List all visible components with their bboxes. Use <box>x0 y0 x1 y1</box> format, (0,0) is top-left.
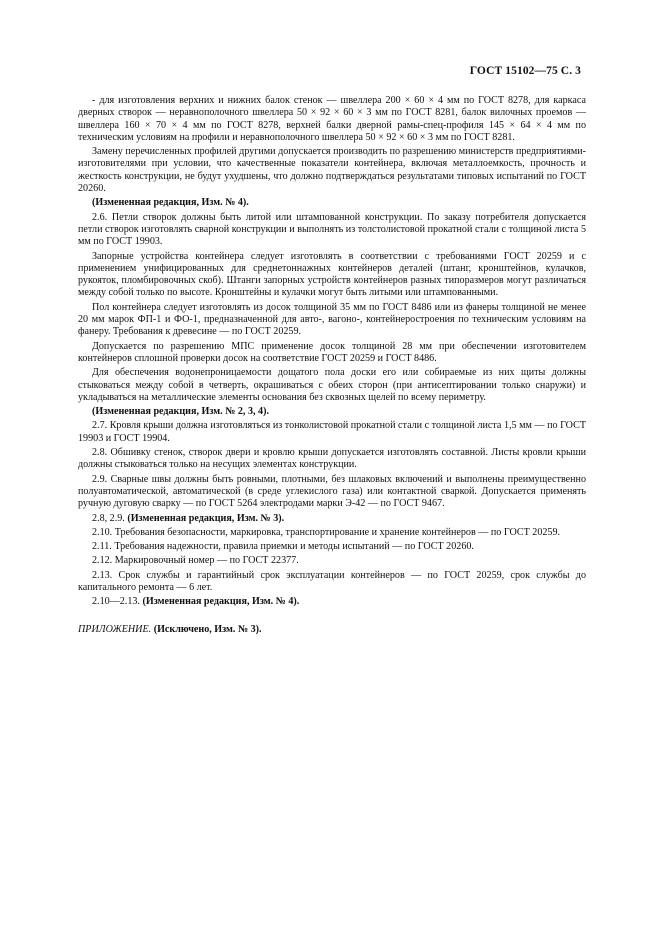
paragraph-2-6: 2.6. Петли створок должны быть литой или штампованной конструкции. По заказу потребителя допускается петли створок изготовлять сварной конструкции и выполнять из толстолистовой прокатной стали с толщиной листа 5 мм по ГОСТ 19903. <box>78 211 586 248</box>
paragraph-2-11: 2.11. Требования надежности, правила приемки и методы испытаний — по ГОСТ 20260. <box>92 541 474 553</box>
paragraph-2-10: 2.10. Требования безопасности, маркировка, транспортирование и хранение контейнеров — по ГОСТ 20259. <box>92 526 561 538</box>
paragraph-floor: Пол контейнера следует изготовлять из досок толщиной 35 мм по ГОСТ 8486 или из фанеры толщиной не менее 20 мм марок ФП-1 и ФО-1, предназначенной для авто-, вагоно-, контейнеростроения по техническим условиям на фанеру. Требования к древесине — по ГОСТ 20259. <box>78 301 586 338</box>
amendment-text: (Измененная редакция, Изм. № 3). <box>127 512 285 524</box>
amendment-clauses: 2.10—2.13. <box>92 596 140 608</box>
amendment-text: (Измененная редакция, Изм. № 4). <box>142 596 300 608</box>
paragraph-waterproofing: Для обеспечения водонепроницаемости дощатого пола доски его или собираемые из них щиты должны стыковаться между собой в четверть, окрашиваться с обеих сторон (при антисептировании только снаружи) и укладываться на металлические элементы основания без сквозных щелей по всему периметру. <box>78 367 586 403</box>
amendment-note: (Измененная редакция, Изм. № 4). <box>92 197 249 209</box>
paragraph-2-7: 2.7. Кровля крыши должна изготовляться из тонколистовой прокатной стали с толщиной листа 1,5 мм — по ГОСТ 19903 и ГОСТ 19904. <box>78 420 586 444</box>
document-body <box>78 95 586 638</box>
paragraph-profiles: - для изготовления верхних и нижних балок стенок — швеллера 200 × 60 × 4 мм по ГОСТ 8278, для каркаса дверных створок — неравнополочного швеллера 50 × 92 × 60 × 3 мм по ГОСТ 8281, балок вилочных проемов — швеллера 160 × 70 × 4 мм по ГОСТ 8278, верхней балки дверной рамы-спец-профиля 145 × 64 × 4 мм по техническим условиям на профили и неравнополочного швеллера 50 × 92 × 60 × 3 мм по ГОСТ 8281. <box>78 95 586 143</box>
paragraph-2-12: 2.12. Маркировочный номер — по ГОСТ 22377. <box>92 555 299 567</box>
amendment-clauses: 2.8, 2.9. <box>92 512 125 524</box>
paragraph-profile-replacement: Замену перечисленных профилей другими допускается производить по разрешению министерств предприятиями-изготовителями при условии, что качественные показатели контейнера, включая металлоемкость, прочность и жесткость конструкции, не будут ухудшены, что должно подтверждаться результатами типовых испытаний по ГОСТ 20260. <box>78 146 586 195</box>
paragraph-locking-devices: Запорные устройства контейнера следует изготовлять в соответствии с требованиями ГОСТ 20259 и с применением унифицированных для среднетоннажных контейнеров деталей (штанг, кронштейнов, кулачков, рукояток, пломбировочных скоб). Штанги запорных устройств контейнеров разных типоразмеров могут различаться между собой только по высоте. Кронштейны и кулачки могут быть литыми или штампованными. <box>78 250 586 299</box>
appendix-status: (Исключено, Изм. № 3). <box>153 623 262 635</box>
amendment-note: (Измененная редакция, Изм. № 2, 3, 4). <box>92 406 269 418</box>
appendix-title: ПРИЛОЖЕНИЕ. <box>78 623 152 635</box>
paragraph-2-9: 2.9. Сварные швы должны быть ровными, плотными, без шлаковых включений и выполнены преимущественно полуавтоматической, автоматической (в среде углекислого газа) или контактной сваркой. Допускается применять ручную дуговую сварку — по ГОСТ 5264 электродами марки Э-42 — по ГОСТ 9467. <box>78 473 586 510</box>
page-header: ГОСТ 15102—75 С. 3 <box>469 65 581 77</box>
paragraph-2-8: 2.8. Обшивку стенок, створок двери и кровлю крыши допускается изготовлять составной. Листы кровли крыши должны стыковаться только на несущих элементах конструкции. <box>78 447 586 471</box>
paragraph-boards-28mm: Допускается по разрешению МПС применение досок толщиной 28 мм при обеспечении изготовителем контейнеров сплошной проверки досок на соответствие ГОСТ 20259 и ГОСТ 8486. <box>78 340 586 364</box>
paragraph-2-13: 2.13. Срок службы и гарантийный срок эксплуатации контейнеров — по ГОСТ 20259, срок службы до капитального ремонта — 6 лет. <box>78 569 586 593</box>
amendment-note <box>78 513 586 525</box>
amendment-note <box>78 596 586 608</box>
appendix-note <box>78 624 586 636</box>
